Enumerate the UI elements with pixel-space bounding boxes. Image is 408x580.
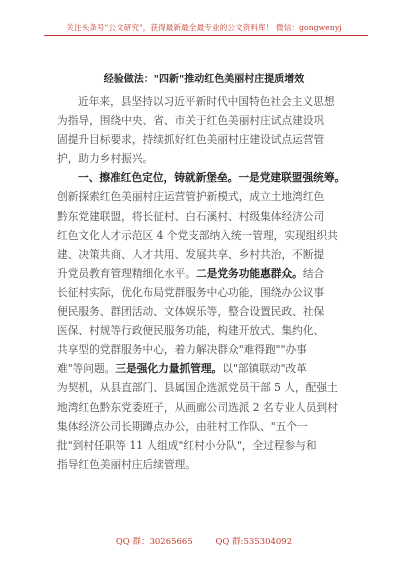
- header-banner: 关注头条号"公文研究"，获得最新最全最专业的公文资料库！ 微信：gongwenyj: [66, 23, 342, 32]
- body-line: [57, 398, 353, 417]
- body-text-run: 固提升目标要求，持续抓好红色美丽村庄建设试点运营管: [57, 133, 325, 147]
- body-text-run: 为指导，围绕中央、省、市关于红色美丽村庄试点建设巩: [57, 114, 325, 128]
- body-line: [57, 226, 353, 245]
- body-text-run: 难"等问题。: [57, 362, 116, 376]
- body-line: [57, 130, 353, 149]
- body-line: [57, 283, 353, 302]
- body-line: [57, 417, 353, 436]
- body-line: [57, 245, 353, 264]
- body-text-run: 便民服务、群团活动、文体娱乐等，整合设置民政、社保: [57, 305, 325, 319]
- body-text-run: 升党员教育管理精细化水平。: [57, 266, 196, 280]
- body-text-run: 集体经济公司长期蹲点办公，由驻村工作队、"五个一: [57, 419, 308, 433]
- body-line: [57, 149, 353, 168]
- body-line: [57, 359, 353, 378]
- body-text-run: 结合: [302, 266, 325, 280]
- body-line: [57, 455, 353, 474]
- body-text-run: 以"部镇联动"改革: [222, 362, 307, 376]
- body-line: [57, 378, 353, 397]
- footer-qq-group-right: QQ 群:535304092: [215, 537, 293, 547]
- body-text-run: 共享型的党群服务中心，着力解决群众"难得跑""办事: [57, 343, 307, 357]
- footer: [0, 535, 408, 547]
- body-text-run: 创新探索红色美丽村庄运营管护新模式，成立土地湾红色: [57, 190, 325, 204]
- body-text-run: 指导红色美丽村庄后续管理。: [57, 457, 196, 471]
- body-line: [57, 207, 353, 226]
- body-text-run: 护，助力乡村振兴。: [57, 152, 154, 166]
- body-text-run: 长征村实际，优化布局党群服务中心功能，围绕办公议事: [57, 285, 325, 299]
- body-bold-text: 三是强化力量抓管理。: [115, 362, 223, 376]
- body-text-run: 红色文化人才示范区 4 个党支部纳入统一管理，实现组织共: [57, 228, 338, 242]
- body-line: [57, 187, 353, 206]
- body-line: [57, 436, 353, 455]
- body-text-run: 黔东党建联盟，将长征村、白石溪村、村级集体经济公司: [57, 209, 325, 223]
- body-text-run: 批"到村任职等 11 人组成"红村小分队"，全过程参与和: [57, 438, 317, 452]
- body-bold-text: 一、擦准红色定位，铸就新堡垒。一是党建联盟强统筹。: [78, 171, 346, 185]
- body-line: [57, 264, 353, 283]
- body-bold-text: 二是党务功能惠群众。: [195, 266, 303, 280]
- body-line: [57, 111, 353, 130]
- document-body: [57, 92, 353, 474]
- header-divider: [44, 35, 368, 36]
- body-line: [57, 340, 353, 359]
- body-text-run: 地湾红色黔东党委班子，从画廊公司选派 2 名专业人员到村: [57, 400, 338, 414]
- body-line: [57, 168, 353, 187]
- body-text-run: 近年来，县坚持以习近平新时代中国特色社会主义思想: [78, 95, 335, 108]
- body-text-run: 为契机，从县直部门、县属国企选派党员干部 5 人，配强土: [57, 381, 338, 395]
- document-title: 经验做法："四新"推动红色美丽村庄提质增效: [103, 74, 305, 85]
- footer-qq-group-left: QQ 群：30265665: [115, 537, 193, 547]
- body-line: [57, 92, 353, 111]
- body-text-run: 建、决策共商、人才共用、发展共享、乡村共治，不断提: [57, 247, 325, 261]
- body-line: [57, 302, 353, 321]
- body-text-run: 医保、村规等行政便民服务功能，构建开放式、集约化、: [57, 324, 325, 338]
- body-line: [57, 321, 353, 340]
